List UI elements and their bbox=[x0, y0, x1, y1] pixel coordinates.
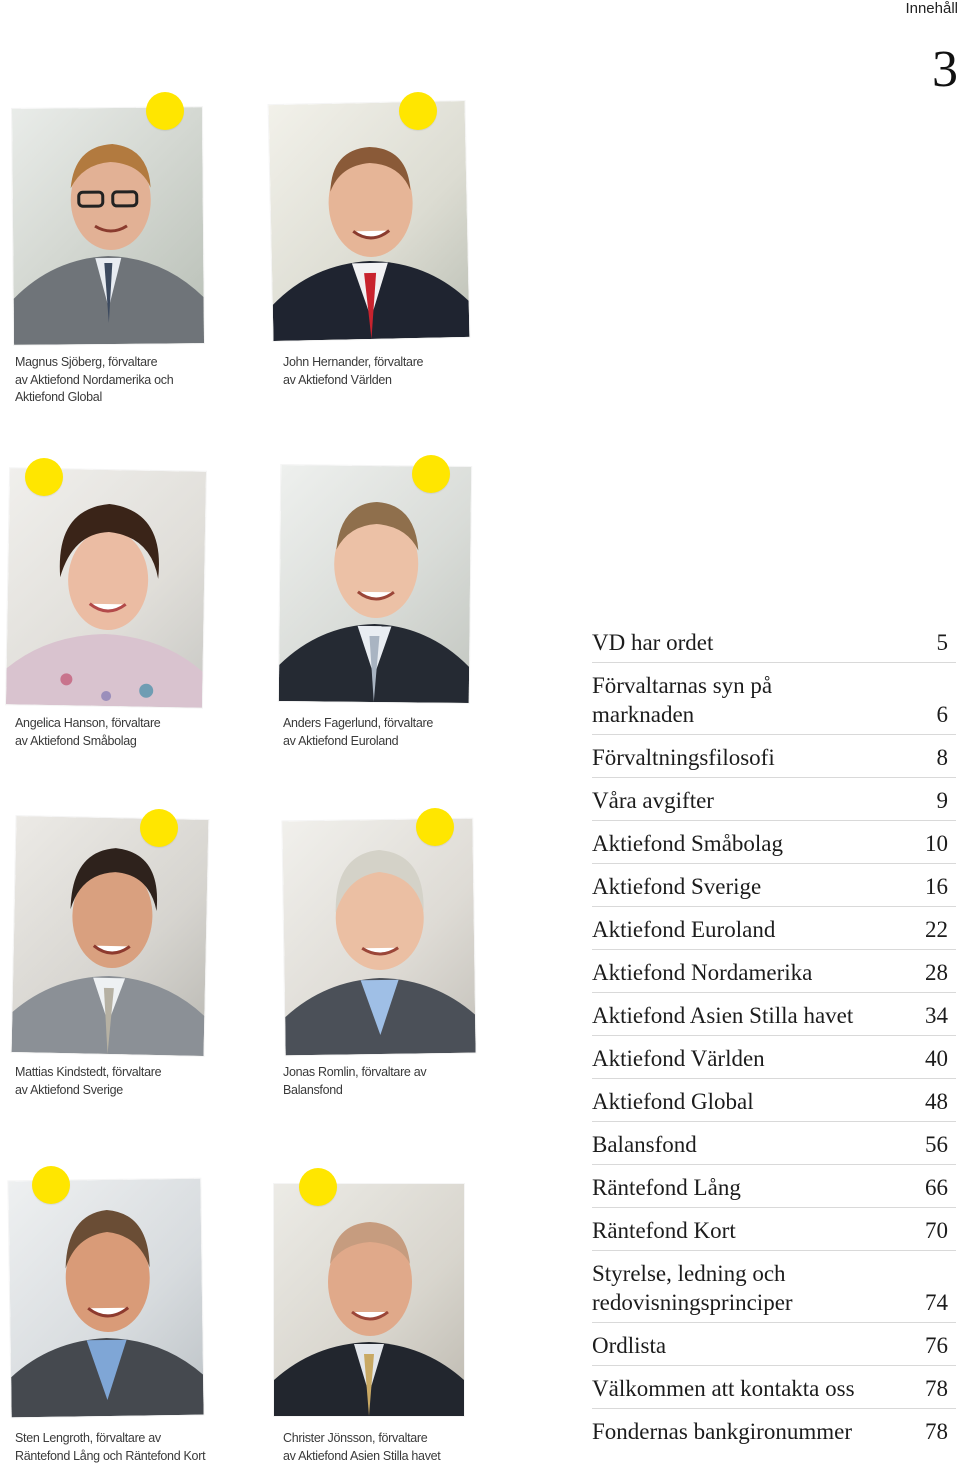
toc-entry[interactable]: Fondernas bankgironummer 78 bbox=[592, 1419, 948, 1444]
section-label: Innehåll bbox=[905, 0, 958, 17]
portrait-photo bbox=[279, 465, 471, 703]
portrait-photo bbox=[269, 101, 470, 341]
toc-entry[interactable]: Aktiefond Sverige 16 bbox=[592, 864, 956, 907]
portrait-photo bbox=[6, 468, 206, 707]
portrait-photo bbox=[12, 107, 204, 345]
portrait-photo bbox=[12, 816, 209, 1056]
portrait-caption: Anders Fagerlund, förvaltare av Aktiefond Euroland bbox=[283, 716, 434, 748]
toc-entry[interactable]: Förvaltningsfilosofi 8 bbox=[592, 735, 956, 778]
toc-entry[interactable]: Förvaltarnas syn på marknaden 6 bbox=[592, 663, 956, 735]
toc-entry[interactable]: VD har ordet 5 bbox=[592, 622, 956, 663]
toc-entry[interactable]: Aktiefond Euroland 22 bbox=[592, 907, 956, 950]
page-number: 3 bbox=[932, 41, 958, 98]
yellow-pin-icon bbox=[140, 809, 178, 847]
yellow-pin-icon bbox=[146, 92, 184, 130]
yellow-pin-icon bbox=[416, 808, 454, 846]
portrait-photo bbox=[274, 1184, 464, 1416]
portrait-caption: Magnus Sjöberg, förvaltare av Aktiefond Nordamerika och Aktiefond Global bbox=[15, 355, 174, 404]
yellow-pin-icon bbox=[399, 92, 437, 130]
toc-entry[interactable]: Aktiefond Småbolag 10 bbox=[592, 821, 956, 864]
portrait-caption: John Hernander, förvaltare av Aktiefond Världen bbox=[283, 355, 424, 387]
portrait-photo bbox=[282, 819, 475, 1056]
yellow-pin-icon bbox=[25, 458, 63, 496]
portrait-caption: Mattias Kindstedt, förvaltare av Aktiefond Sverige bbox=[15, 1065, 162, 1097]
toc-entry[interactable]: Balansfond 56 bbox=[592, 1122, 956, 1165]
toc-entry[interactable]: Aktiefond Nordamerika 28 bbox=[592, 950, 956, 993]
portrait-caption: Angelica Hanson, förvaltare av Aktiefond Småbolag bbox=[15, 716, 161, 748]
portrait-photo bbox=[8, 1179, 203, 1418]
toc-entry[interactable]: Ordlista 76 bbox=[592, 1323, 956, 1366]
toc-entry[interactable]: Räntefond Kort 70 bbox=[592, 1208, 956, 1251]
toc-entry[interactable]: Styrelse, ledning och redovisningsprinciper 74 bbox=[592, 1251, 956, 1323]
yellow-pin-icon bbox=[32, 1166, 70, 1204]
yellow-pin-icon bbox=[412, 455, 450, 493]
toc-entry[interactable]: Våra avgifter 9 bbox=[592, 778, 956, 821]
toc-entry[interactable]: Räntefond Lång 66 bbox=[592, 1165, 956, 1208]
toc-entry[interactable]: Välkommen att kontakta oss 78 bbox=[592, 1366, 956, 1409]
portrait-caption: Sten Lengroth, förvaltare av Räntefond Lång och Räntefond Kort bbox=[15, 1431, 206, 1463]
portrait-caption: Jonas Romlin, förvaltare av Balansfond bbox=[283, 1065, 427, 1097]
toc-entry[interactable]: Aktiefond Global 48 bbox=[592, 1079, 956, 1122]
portrait-caption: Christer Jönsson, förvaltare av Aktiefond Asien Stilla havet bbox=[283, 1431, 441, 1463]
toc-entry[interactable]: Aktiefond Världen 40 bbox=[592, 1036, 956, 1079]
yellow-pin-icon bbox=[299, 1168, 337, 1206]
toc-entry[interactable]: Aktiefond Asien Stilla havet 34 bbox=[592, 993, 956, 1036]
table-of-contents bbox=[592, 622, 956, 1451]
